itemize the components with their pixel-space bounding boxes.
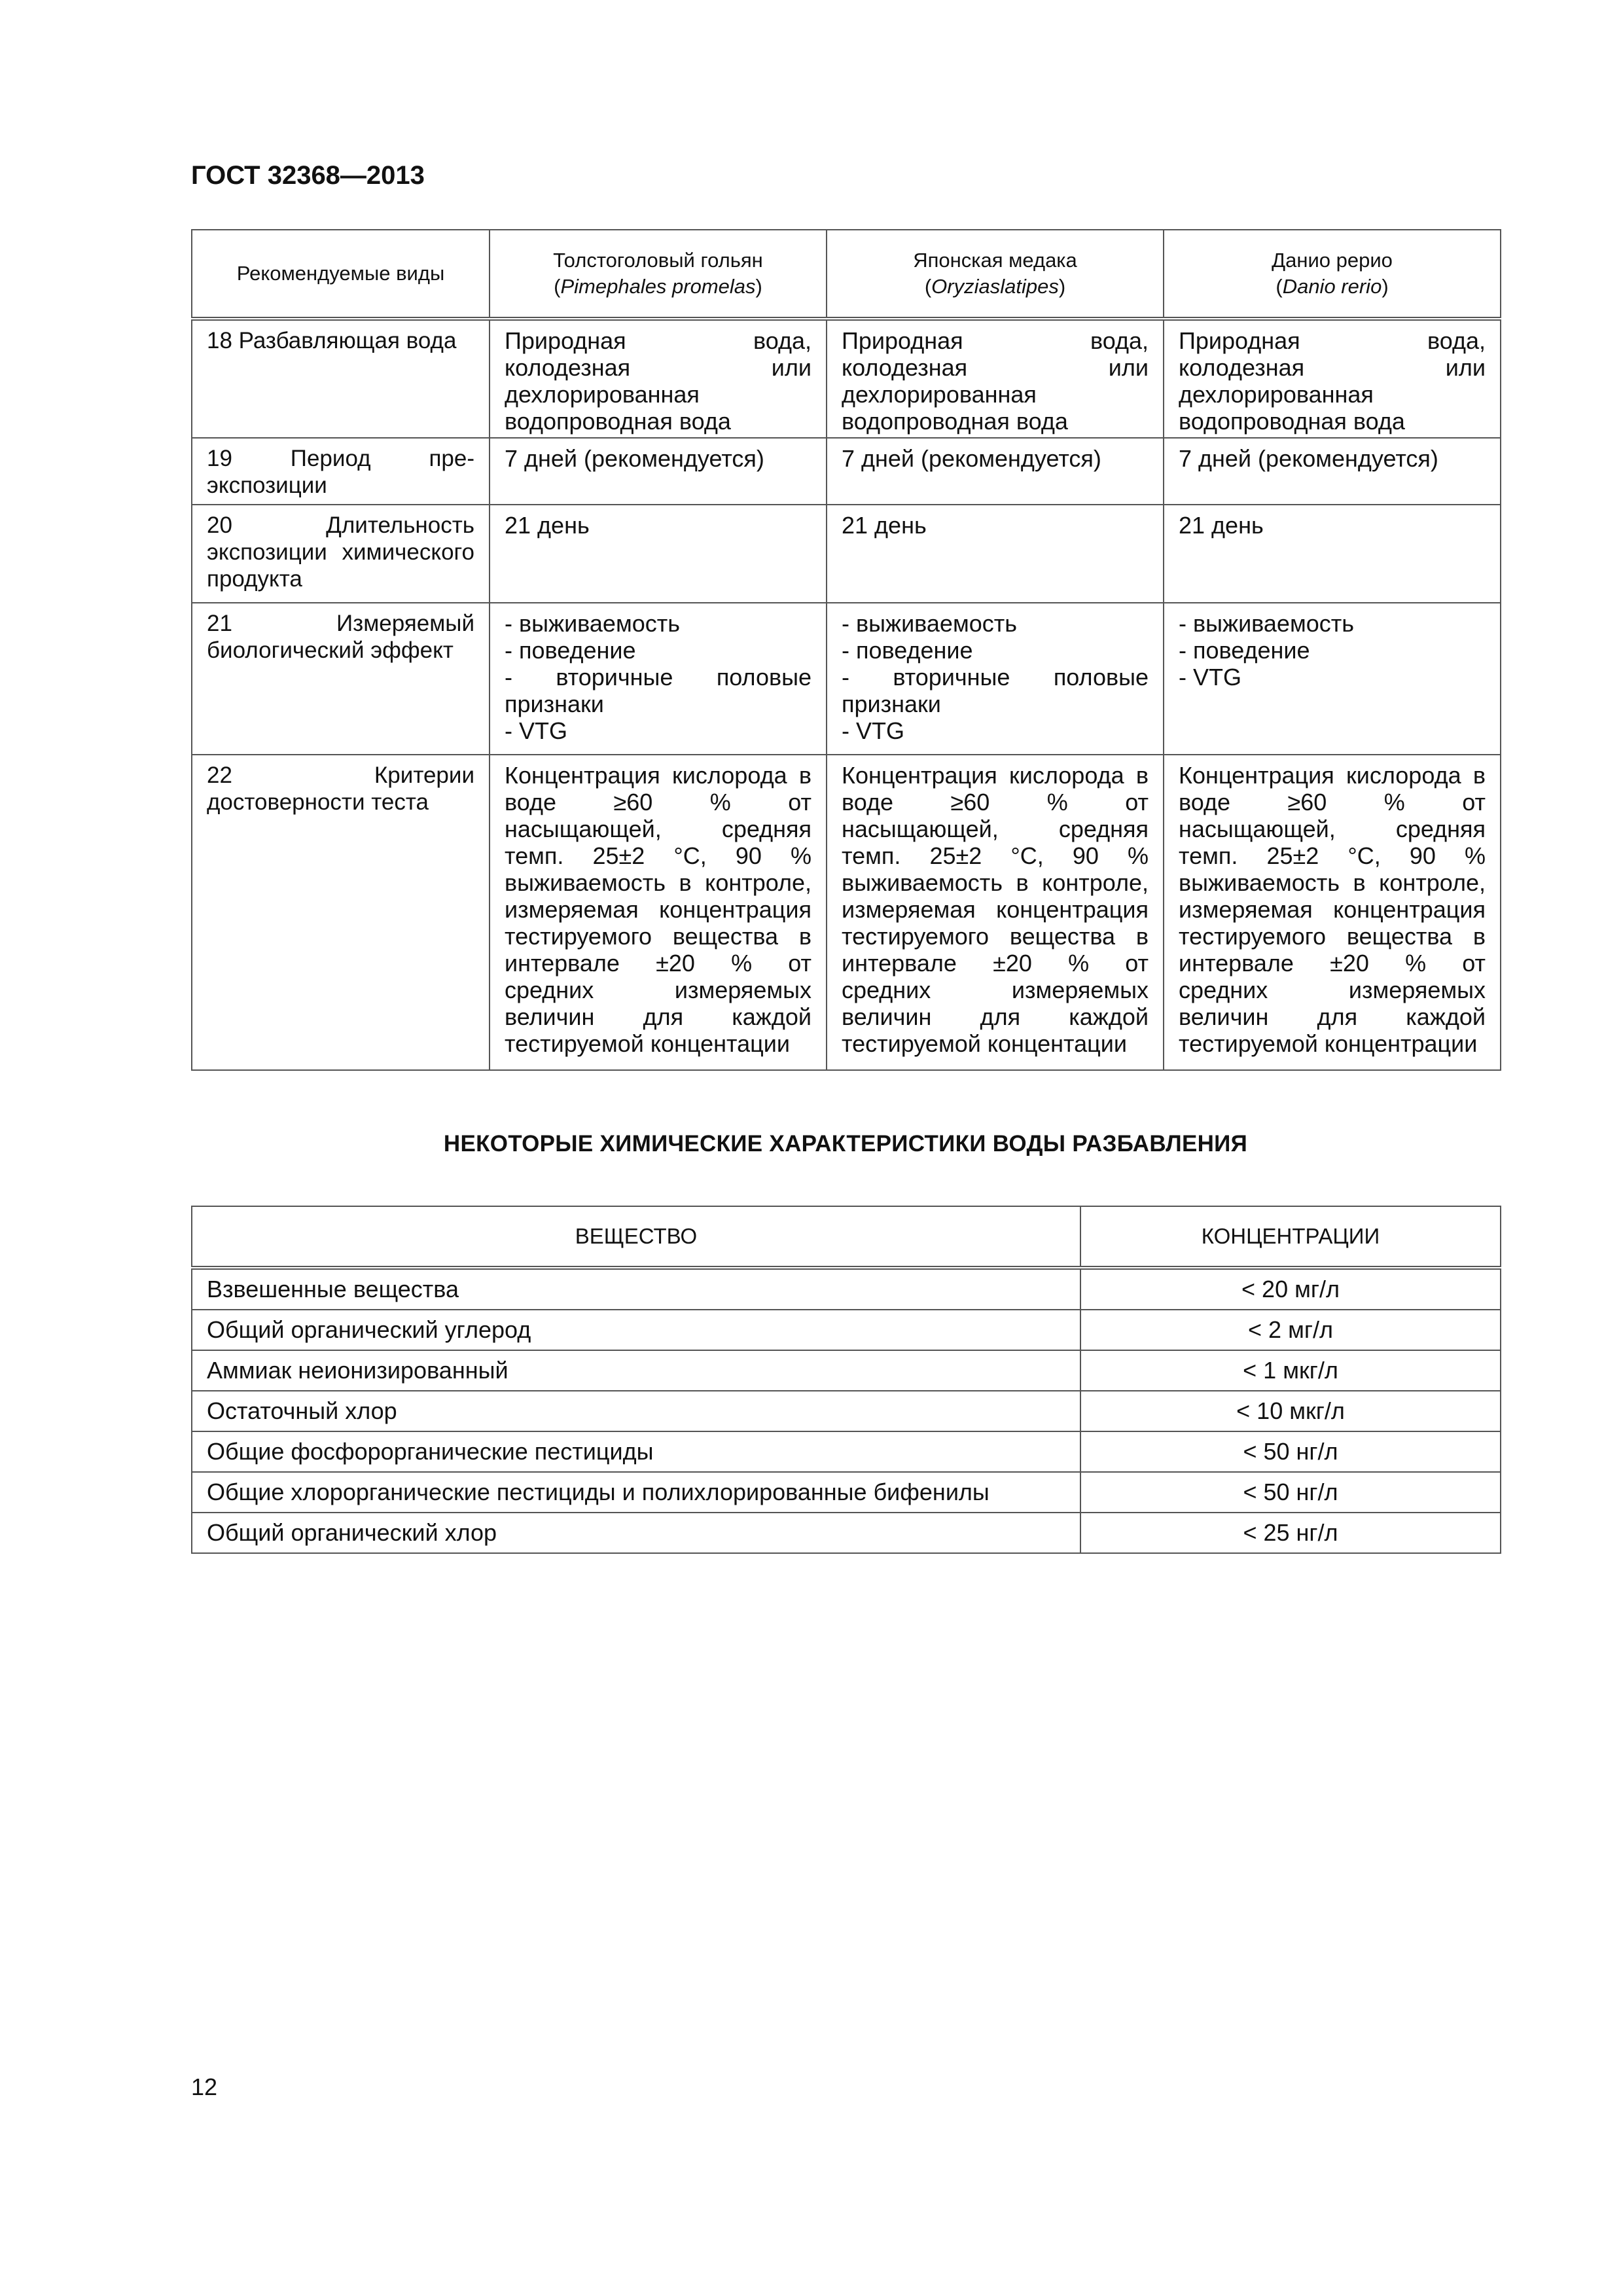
- table-row: [192, 438, 1501, 505]
- list-item: - выживаемость: [1179, 610, 1354, 637]
- concentration-cell: < 20 мг/л: [1080, 1268, 1501, 1310]
- table-row: [192, 755, 1501, 1070]
- latin-name: Pimephales promelas: [560, 275, 756, 298]
- param-exposure-duration: 20 Длительность экспозиции химического продукта: [192, 505, 490, 603]
- table-row: [192, 1268, 1501, 1310]
- substance-cell: Аммиак неионизированный: [192, 1350, 1080, 1391]
- param-pre-exposure-period: 19 Период пре-экспозиции: [192, 438, 490, 505]
- value-cell: Природная вода, колодезная или дехлорированная водопроводная вода: [1164, 319, 1501, 438]
- list-item: - VTG: [505, 717, 567, 744]
- table-row: [192, 1513, 1501, 1553]
- value-cell: 7 дней (рекомендуется): [1164, 438, 1501, 505]
- substance-cell: Остаточный хлор: [192, 1391, 1080, 1431]
- species-parameters-table: [191, 229, 1501, 1071]
- value-cell: [1164, 603, 1501, 755]
- table-row: [192, 1391, 1501, 1431]
- value-cell: Концентрация кислорода в воде ≥60 % от насыщающей, средняя темп. 25±2 °С, 90 % выживаемость в контроле, измеряемая концентрация тестируемого вещества в интервале ±20 % от средних измеряемых величин для каждой тестируемой концентации: [827, 755, 1164, 1070]
- value-cell: 21 день: [1164, 505, 1501, 603]
- header-concentration: КОНЦЕНТРАЦИИ: [1080, 1206, 1501, 1268]
- concentration-cell: < 2 мг/л: [1080, 1310, 1501, 1350]
- table-row: [192, 1472, 1501, 1513]
- list-item: - VTG: [842, 717, 904, 744]
- header-recommended-species: Рекомендуемые виды: [192, 230, 490, 319]
- concentration-cell: < 1 мкг/л: [1080, 1350, 1501, 1391]
- value-cell: 7 дней (рекомендуется): [827, 438, 1164, 505]
- value-cell: [827, 603, 1164, 755]
- concentration-cell: < 10 мкг/л: [1080, 1391, 1501, 1431]
- value-cell: [490, 603, 827, 755]
- page-number: 12: [191, 2073, 218, 2100]
- list-item: - выживаемость: [842, 610, 1017, 637]
- value-cell: 21 день: [490, 505, 827, 603]
- table-row: [192, 1350, 1501, 1391]
- list-item: - выживаемость: [505, 610, 680, 637]
- list-item: - вторичные половые признаки: [842, 664, 1149, 717]
- latin-name: Danio rerio: [1282, 275, 1382, 298]
- document-header: ГОСТ 32368—2013: [191, 161, 425, 190]
- param-biological-effect: 21 Измеряемый биологический эффект: [192, 603, 490, 755]
- table-row: [192, 603, 1501, 755]
- header-species-danio: Данио рерио (Danio rerio): [1164, 230, 1501, 319]
- substance-cell: Общие фосфорорганические пестициды: [192, 1431, 1080, 1472]
- substance-cell: Общий органический хлор: [192, 1513, 1080, 1553]
- header-species-oryzias: Японская медака (Oryziaslatipes): [827, 230, 1164, 319]
- header-substance: ВЕЩЕСТВО: [192, 1206, 1080, 1268]
- substance-cell: Общие хлорорганические пестициды и полихлорированные бифенилы: [192, 1472, 1080, 1513]
- value-cell: Концентрация кислорода в воде ≥60 % от насыщающей, средняя темп. 25±2 °С, 90 % выживаемость в контроле, измеряемая концентрация тестируемого вещества в интервале ±20 % от средних измеряемых величин для каждой тестируемой концентации: [490, 755, 827, 1070]
- list-item: - поведение: [1179, 637, 1310, 664]
- list-item: - поведение: [505, 637, 636, 664]
- concentration-cell: < 25 нг/л: [1080, 1513, 1501, 1553]
- concentration-cell: < 50 нг/л: [1080, 1431, 1501, 1472]
- table-row: [192, 319, 1501, 438]
- section-title: НЕКОТОРЫЕ ХИМИЧЕСКИЕ ХАРАКТЕРИСТИКИ ВОДЫ РАЗБАВЛЕНИЯ: [443, 1131, 1248, 1157]
- list-item: - вторичные половые признаки: [505, 664, 812, 717]
- chem-header-row: [192, 1206, 1501, 1268]
- header-species-pimephales: Толстоголовый гольян (Pimephales promelas): [490, 230, 827, 319]
- substance-cell: Общий органический углерод: [192, 1310, 1080, 1350]
- table-row: [192, 1310, 1501, 1350]
- concentration-cell: < 50 нг/л: [1080, 1472, 1501, 1513]
- species-header-row: [192, 230, 1501, 319]
- value-cell: 7 дней (рекомендуется): [490, 438, 827, 505]
- table-row: [192, 505, 1501, 603]
- list-item: - поведение: [842, 637, 973, 664]
- latin-name: Oryziaslatipes: [931, 275, 1059, 298]
- value-cell: Концентрация кислорода в воде ≥60 % от насыщающей, средняя темп. 25±2 °С, 90 % выживаемость в контроле, измеряемая концентрация тестируемого вещества в интервале ±20 % от средних измеряемых величин для каждой тестируемой концентрации: [1164, 755, 1501, 1070]
- param-dilution-water: 18 Разбавляющая вода: [192, 319, 490, 438]
- list-item: - VTG: [1179, 664, 1241, 691]
- value-cell: 21 день: [827, 505, 1164, 603]
- table-row: [192, 1431, 1501, 1472]
- param-validity-criteria: 22 Критерии достоверности теста: [192, 755, 490, 1070]
- chemical-characteristics-table: [191, 1206, 1501, 1554]
- value-cell: Природная вода, колодезная или дехлорированная водопроводная вода: [490, 319, 827, 438]
- substance-cell: Взвешенные вещества: [192, 1268, 1080, 1310]
- value-cell: Природная вода, колодезная или дехлорированная водопроводная вода: [827, 319, 1164, 438]
